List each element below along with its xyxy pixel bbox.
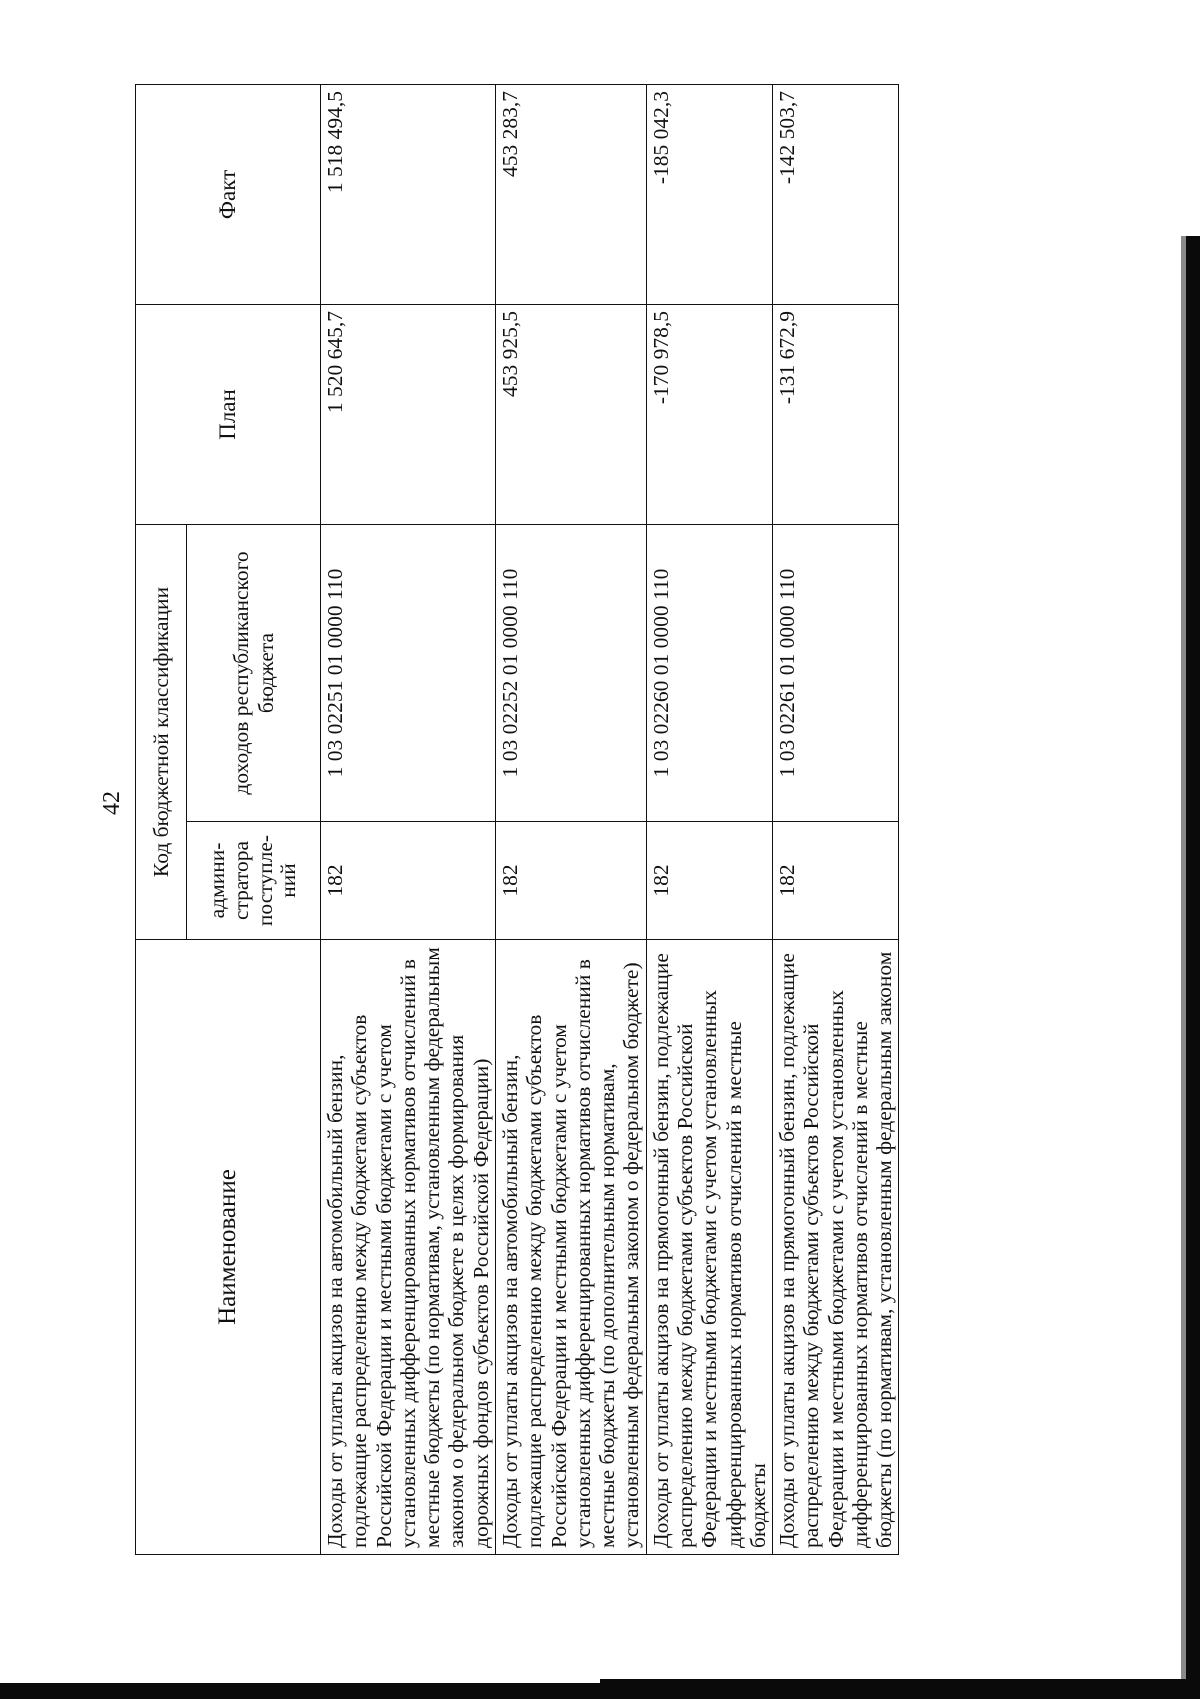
- row-code: 1 03 02251 01 0000 110: [321, 524, 496, 821]
- header-row: [136, 84, 187, 1554]
- header-code-group: Код бюджетной классификации: [136, 524, 187, 939]
- row-plan: 1 520 645,7: [321, 304, 496, 524]
- row-plan: -170 978,5: [646, 304, 772, 524]
- row-name: Доходы от уплаты акцизов на прямогонный бензин, подлежащие распределению между бюджетами субъектов Российской Федерации и местными бюджетами с учетом установленных дифференцированных нормативов отчислений в местные бюджеты (по нормативам, установленным федеральным законом: [773, 940, 899, 1555]
- row-admin: 182: [773, 822, 899, 940]
- scan-border-right: [1186, 236, 1200, 1699]
- header-revenue-code: доходов республиканского бюджета: [187, 524, 321, 821]
- row-code: 1 03 02260 01 0000 110: [646, 524, 772, 821]
- header-plan: План: [136, 304, 321, 524]
- row-name: Доходы от уплаты акцизов на автомобильный бензин, подлежащие распределению между бюджетами субъектов Российской Федерации и местными бюджетами с учетом установленных дифференцированных нормативов отчислений в местные бюджеты (по нормативам, установленным федеральным законом о федеральном бюджете в целях формирования дорожных фондов субъектов Российской Федерации): [321, 940, 496, 1555]
- table-row: [495, 84, 646, 1554]
- budget-table: [135, 84, 899, 1555]
- row-name: Доходы от уплаты акцизов на прямогонный бензин, подлежащие распределению между бюджетами субъектов Российской Федерации и местными бюджетами с учетом установленных дифференцированных нормативов отчислений в местные бюджеты: [646, 940, 772, 1555]
- table-row: [773, 84, 899, 1554]
- row-code: 1 03 02252 01 0000 110: [495, 524, 646, 821]
- row-fact: -185 042,3: [646, 84, 772, 304]
- rotated-page-content: [135, 85, 1055, 1555]
- header-name: Наименование: [136, 940, 321, 1555]
- page-number: 42: [99, 791, 125, 815]
- header-fact: Факт: [136, 84, 321, 304]
- row-code: 1 03 02261 01 0000 110: [773, 524, 899, 821]
- row-plan: 453 925,5: [495, 304, 646, 524]
- header-admin: админи-стратора поступле-ний: [187, 822, 321, 940]
- row-plan: -131 672,9: [773, 304, 899, 524]
- table-row: [646, 84, 772, 1554]
- rotated-page: [135, 85, 1055, 1555]
- row-fact: 453 283,7: [495, 84, 646, 304]
- row-name: Доходы от уплаты акцизов на автомобильный бензин, подлежащие распределению между бюджетами субъектов Российской Федерации и местными бюджетами с учетом установленных дифференцированных нормативов отчислений в местные бюджеты (по дополнительным нормативам, установленным федеральным законом о федеральном бюджете): [495, 940, 646, 1555]
- scan-border-bottom: [0, 1683, 1200, 1699]
- row-admin: 182: [495, 822, 646, 940]
- row-fact: -142 503,7: [773, 84, 899, 304]
- row-fact: 1 518 494,5: [321, 84, 496, 304]
- table-row: [321, 84, 496, 1554]
- row-admin: 182: [646, 822, 772, 940]
- row-admin: 182: [321, 822, 496, 940]
